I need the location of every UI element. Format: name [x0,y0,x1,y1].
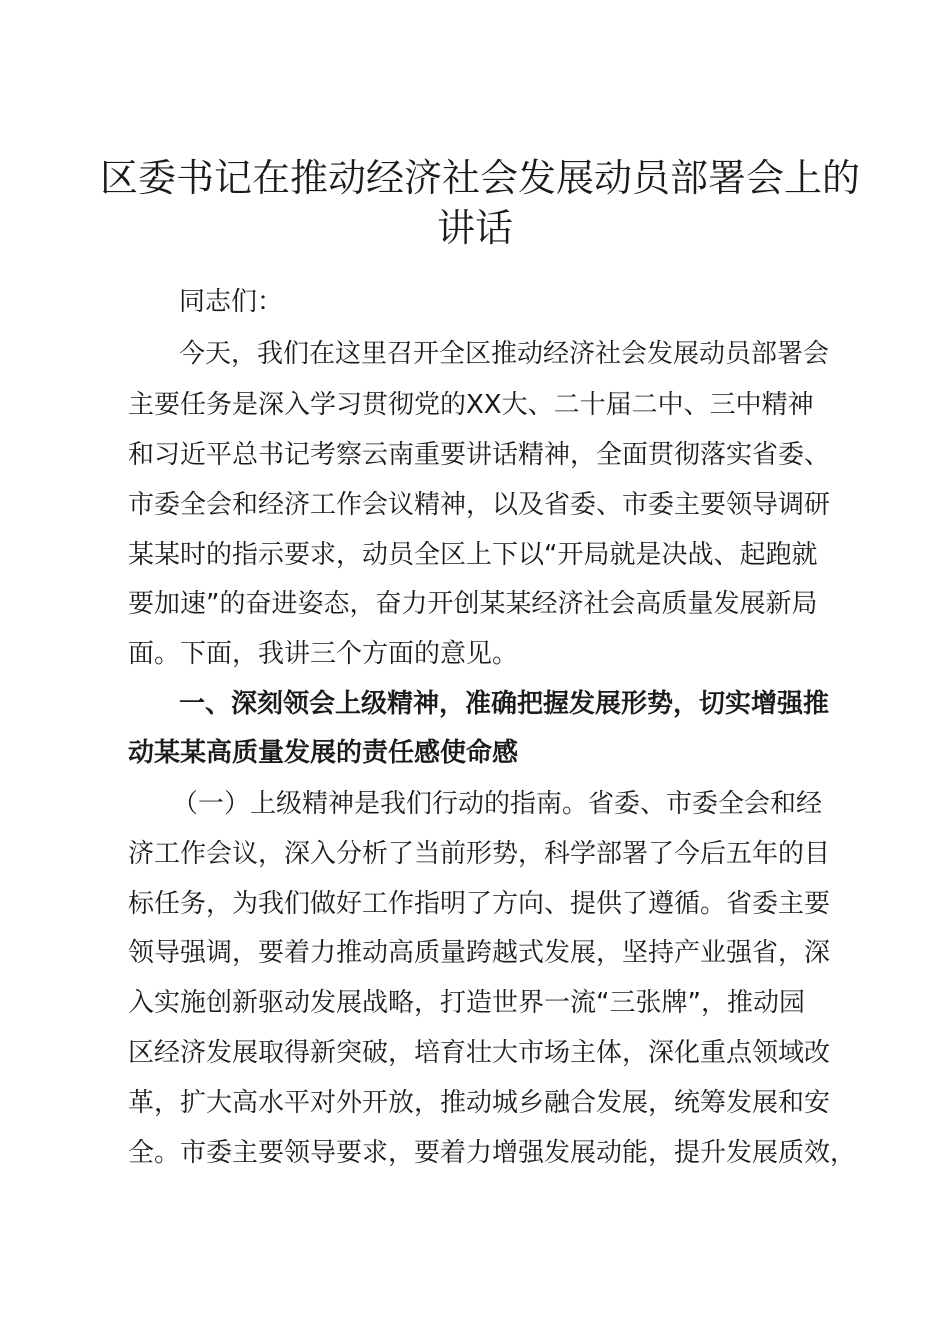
section-heading-line: 动某某高质量发展的责任感使命感 [128,738,519,768]
paragraph-line: 某某时的指示要求，动员全区上下以“开局就是决战、起跑就 [128,540,818,570]
paragraph-line: 和习近平总书记考察云南重要讲话精神，全面贯彻落实省委、 [128,440,831,470]
paragraph-line: 市委全会和经济工作会议精神，以及省委、市委主要领导调研 [128,490,831,520]
paragraph-line: 要加速”的奋进姿态，奋力开创某某经济社会高质量发展新局 [128,589,818,619]
paragraph-line: 区经济发展取得新突破，培育壮大市场主体，深化重点领域改 [128,1038,831,1068]
paragraph-line: 今天，我们在这里召开全区推动经济社会发展动员部署会 [179,339,830,369]
paragraph-line: 入实施创新驱动发展战略，打造世界一流“三张牌”，推动园 [128,988,805,1018]
document-title-line-2: 讲话 [436,206,513,250]
paragraph-line: 标任务，为我们做好工作指明了方向、提供了遵循。省委主要 [128,889,831,919]
document-title-line-1: 区委书记在推动经济社会发展动员部署会上的 [100,156,861,200]
paragraph-line: 济工作会议，深入分析了当前形势，科学部署了今后五年的目 [128,839,831,869]
paragraph-line: （一）上级精神是我们行动的指南。省委、市委全会和经 [172,789,823,819]
section-heading-line: 一、深刻领会上级精神，准确把握发展形势，切实增强推 [179,689,830,719]
paragraph-line: 全。市委主要领导要求，要着力增强发展动能，提升发展质效， [128,1138,857,1168]
paragraph-line: 面。下面，我讲三个方面的意见。 [128,639,519,669]
paragraph-line: 领导强调，要着力推动高质量跨越式发展，坚持产业强省，深 [128,938,831,968]
salutation: 同志们： [179,287,284,317]
paragraph-line: 主要任务是深入学习贯彻党的XX大、二十届二中、三中精神 [128,390,814,420]
paragraph-line: 革，扩大高水平对外开放，推动城乡融合发展，统筹发展和安 [128,1088,831,1118]
